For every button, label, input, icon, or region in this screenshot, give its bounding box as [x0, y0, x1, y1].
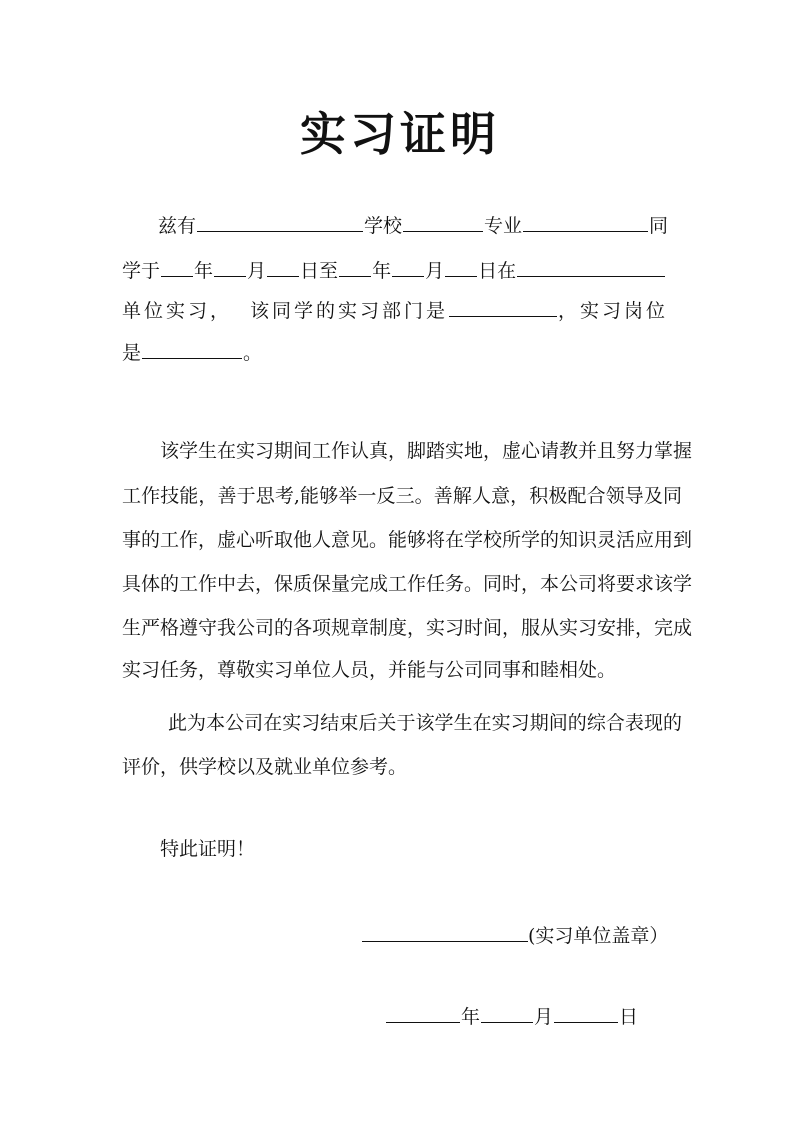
stamp-blank[interactable] — [362, 919, 528, 942]
intro-text: 日在 — [478, 260, 517, 282]
intro-text: 单位实习， — [122, 300, 233, 322]
start-month-blank[interactable] — [214, 254, 246, 277]
school-blank[interactable] — [403, 209, 483, 232]
intro-text: 该同学的实习部门是 — [250, 300, 449, 322]
intro-text: 学于 — [122, 260, 161, 282]
closing-text: 特此证明！ — [160, 838, 256, 860]
intro-text: 年 — [372, 260, 392, 282]
date-day-label: 日 — [619, 1006, 639, 1028]
intro-text: 。 — [243, 342, 263, 364]
intro-text: 学校 — [364, 215, 403, 237]
stamp-label: (实习单位盖章） — [528, 925, 669, 947]
intro-line-2 — [122, 254, 682, 284]
name-blank[interactable] — [197, 209, 363, 232]
company-blank[interactable] — [517, 254, 665, 277]
sign-day-blank[interactable] — [554, 1000, 618, 1023]
sign-month-blank[interactable] — [481, 1000, 533, 1023]
end-month-blank[interactable] — [392, 254, 424, 277]
paragraph1-line: 该学生在实习期间工作认真，脚踏实地，虚心请教并且努力掌握 — [160, 440, 693, 462]
paragraph1-line: 事的工作，虚心听取他人意见。能够将在学校所学的知识灵活应用到 — [122, 529, 693, 551]
intro-line-3 — [122, 294, 682, 324]
intro-text: 同 — [649, 215, 669, 237]
intro-line-1 — [122, 209, 682, 239]
paragraph1-line: 具体的工作中去，保质保量完成工作任务。同时，本公司将要求该学 — [122, 573, 693, 595]
intro-text: ，实习岗位 — [558, 300, 669, 322]
paragraph2-line: 评价，供学校以及就业单位参考。 — [122, 756, 408, 778]
date-year-label: 年 — [461, 1006, 481, 1028]
end-year-blank[interactable] — [339, 254, 371, 277]
stamp-line — [362, 919, 692, 949]
department-blank[interactable] — [449, 294, 557, 317]
paragraph1-line: 实习任务，尊敬实习单位人员，并能与公司同事和睦相处。 — [122, 659, 617, 681]
intro-text: 月 — [425, 260, 445, 282]
paragraph1-line: 生严格遵守我公司的各项规章制度，实习时间，服从实习安排，完成 — [122, 617, 693, 639]
intro-text: 日至 — [300, 260, 339, 282]
intro-text: 兹有 — [158, 215, 197, 237]
start-day-blank[interactable] — [267, 254, 299, 277]
intro-text: 是 — [122, 342, 142, 364]
page-title: 实习证明 — [300, 107, 500, 161]
date-month-label: 月 — [534, 1006, 554, 1028]
intro-text: 年 — [194, 260, 214, 282]
paragraph2-line: 此为本公司在实习结束后关于该学生在实习期间的综合表现的 — [168, 712, 682, 734]
end-day-blank[interactable] — [445, 254, 477, 277]
paragraph1-line: 工作技能，善于思考,能够举一反三。善解人意，积极配合领导及同 — [122, 485, 682, 507]
intro-line-4 — [122, 336, 682, 366]
major-blank[interactable] — [523, 209, 648, 232]
date-line — [385, 1000, 685, 1030]
position-blank[interactable] — [142, 336, 242, 359]
sign-year-blank[interactable] — [386, 1000, 460, 1023]
intro-text: 月 — [247, 260, 267, 282]
intro-text: 专业 — [484, 215, 523, 237]
start-year-blank[interactable] — [161, 254, 193, 277]
